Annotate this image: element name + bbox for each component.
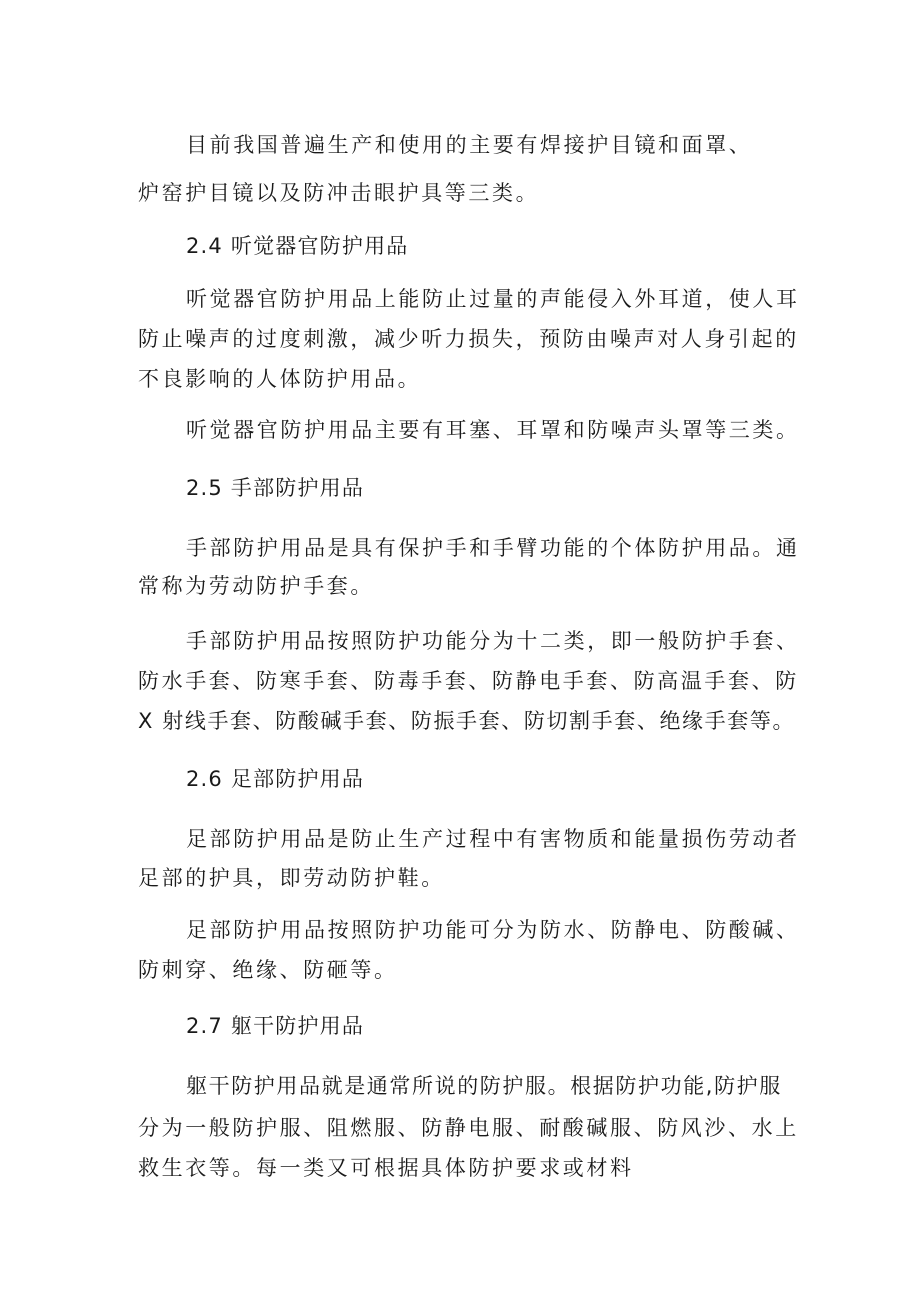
hearing-protection-line-1: 听觉器官防护用品上能防止过量的声能侵入外耳道，使人耳: [186, 287, 800, 311]
foot-protection-line-1: 足部防护用品是防止生产过程中有害物质和能量损伤劳动者: [186, 827, 800, 851]
section-heading-2-6: 2.6 足部防护用品: [186, 767, 365, 791]
hearing-protection-line-3: 不良影响的人体防护用品。: [138, 367, 422, 391]
section-heading-2-7: 2.7 躯干防护用品: [186, 1014, 365, 1038]
foot-protection-line-2: 足部的护具，即劳动防护鞋。: [138, 866, 445, 890]
hearing-protection-types: 听觉器官防护用品主要有耳塞、耳罩和防噪声头罩等三类。: [186, 418, 800, 442]
hearing-protection-line-2: 防止噪声的过度刺激，减少听力损失，预防由噪声对人身引起的: [138, 327, 799, 351]
hand-protection-types-line-2: 防水手套、防寒手套、防毒手套、防静电手套、防高温手套、防: [138, 669, 799, 693]
hand-protection-line-2: 常称为劳动防护手套。: [138, 574, 374, 598]
eye-protection-line-2: 炉窑护目镜以及防冲击眼护具等三类。: [138, 181, 540, 205]
hand-protection-line-1: 手部防护用品是具有保护手和手臂功能的个体防护用品。通: [186, 536, 800, 560]
foot-protection-types-line-2: 防刺穿、绝缘、防砸等。: [138, 958, 398, 982]
hand-protection-types-line-1: 手部防护用品按照防护功能分为十二类，即一般防护手套、: [186, 629, 800, 653]
torso-protection-line-2: 分为一般防护服、阻燃服、防静电服、耐酸碱服、防风沙、水上: [138, 1116, 799, 1140]
torso-protection-line-1: 躯干防护用品就是通常所说的防护服。根据防护功能,防护服: [186, 1074, 782, 1098]
torso-protection-line-3: 救生衣等。每一类又可根据具体防护要求或材料: [138, 1156, 634, 1180]
foot-protection-types-line-1: 足部防护用品按照防护功能可分为防水、防静电、防酸碱、: [186, 918, 800, 942]
eye-protection-line-1: 目前我国普遍生产和使用的主要有焊接护目镜和面罩、: [186, 133, 753, 157]
hand-protection-types-line-3: X 射线手套、防酸碱手套、防振手套、防切割手套、绝缘手套等。: [138, 709, 796, 733]
section-heading-2-4: 2.4 听觉器官防护用品: [186, 234, 409, 258]
section-heading-2-5: 2.5 手部防护用品: [186, 476, 365, 500]
